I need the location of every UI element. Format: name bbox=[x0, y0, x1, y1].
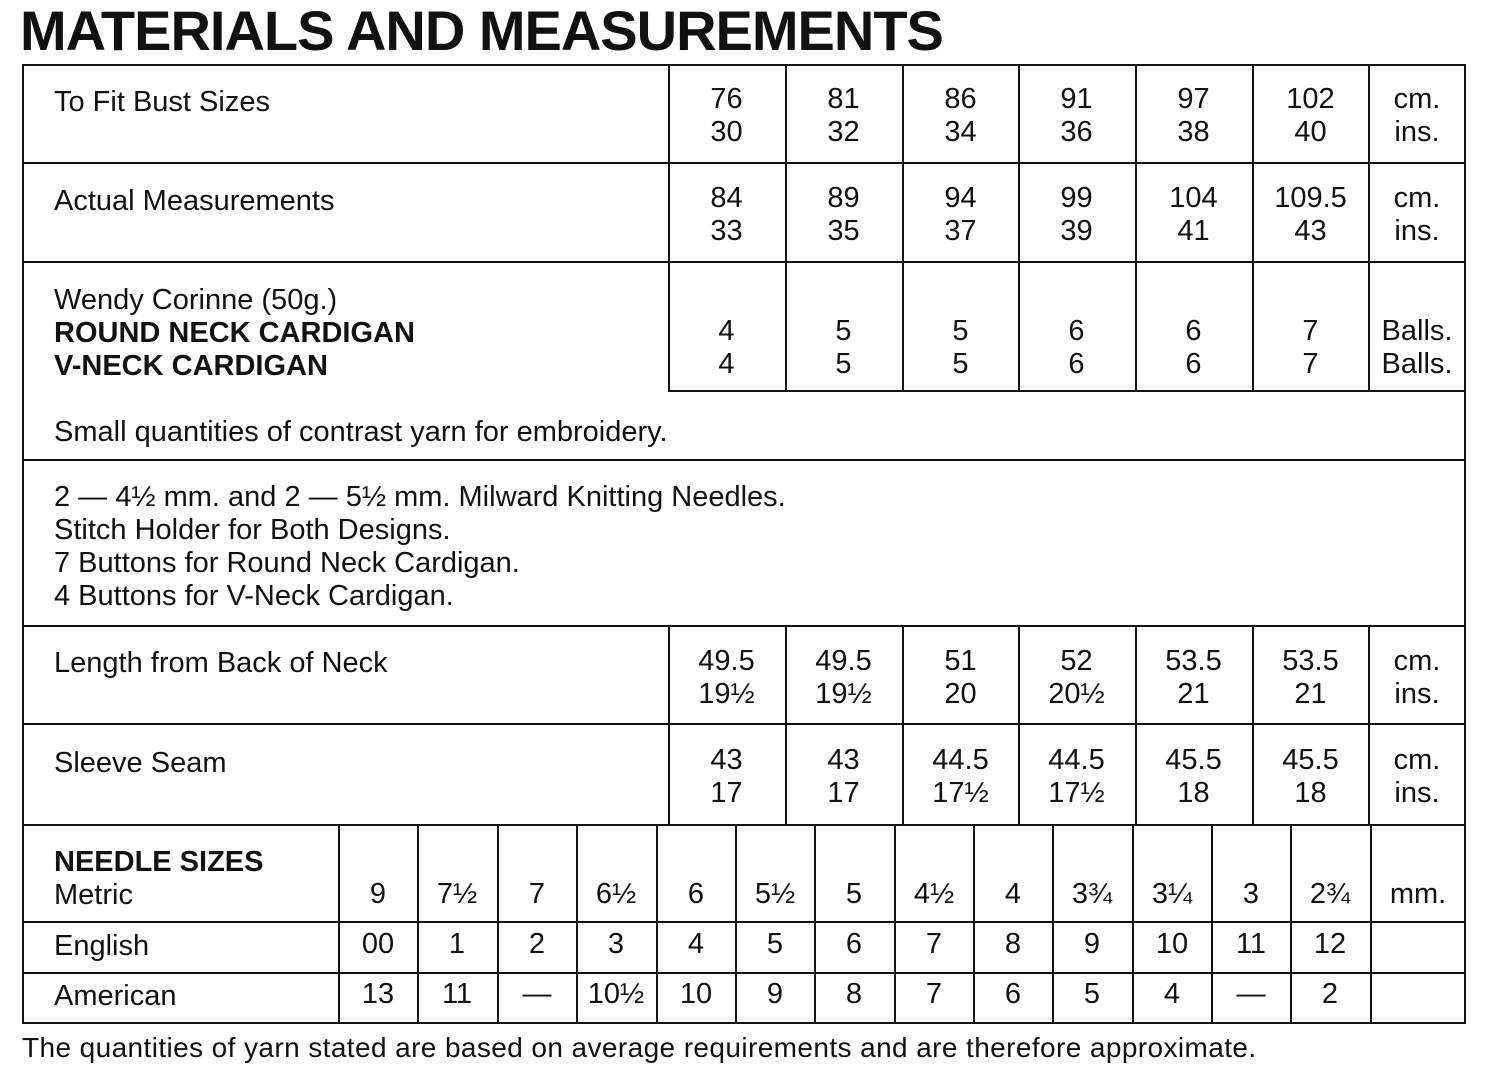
english-cell: 6 bbox=[845, 928, 863, 960]
actual-size-cell: 89 35 bbox=[827, 182, 860, 247]
footnote: The quantities of yarn stated are based on average requirements and are therefore approximate. bbox=[22, 1032, 1257, 1063]
contrast-note: Small quantities of contrast yarn for embroidery. bbox=[54, 416, 668, 448]
american-label: American bbox=[54, 980, 177, 1012]
length-cell: 51 20 bbox=[944, 645, 977, 710]
needle-sizes-heading: NEEDLE SIZES bbox=[54, 846, 264, 878]
metric-cell: 2¾ bbox=[1309, 878, 1351, 910]
metric-cell: 6½ bbox=[595, 878, 637, 910]
american-cell: 5 bbox=[1083, 978, 1101, 1010]
length-label: Length from Back of Neck bbox=[54, 647, 388, 679]
english-cell: 00 bbox=[361, 928, 395, 960]
yarn-qty-cell: 6 6 bbox=[1185, 315, 1202, 380]
american-cell: — bbox=[1236, 978, 1266, 1010]
metric-cell: 6 bbox=[687, 878, 705, 910]
yarn-qty-cell: 4 4 bbox=[718, 315, 735, 380]
metric-cell: 5½ bbox=[754, 878, 796, 910]
american-cell: 13 bbox=[361, 978, 395, 1010]
english-cell: 1 bbox=[448, 928, 466, 960]
yarn-label-block bbox=[54, 284, 415, 383]
metric-cell: 4 bbox=[1004, 878, 1022, 910]
actual-size-cell: 109.5 43 bbox=[1274, 182, 1347, 247]
round-neck-label: ROUND NECK CARDIGAN bbox=[54, 317, 415, 349]
english-cell: 3 bbox=[607, 928, 625, 960]
row-divider bbox=[22, 824, 1466, 826]
sleeve-cell: 45.5 18 bbox=[1165, 744, 1222, 809]
bust-size-cell: 81 32 bbox=[827, 83, 860, 148]
english-cell: 7 bbox=[925, 928, 943, 960]
metric-cell: 5 bbox=[845, 878, 863, 910]
unit-cell: cm. ins. bbox=[1393, 83, 1441, 148]
length-cell: 49.5 19½ bbox=[815, 645, 872, 710]
needle-heading-block bbox=[54, 846, 264, 912]
actual-size-cell: 104 41 bbox=[1169, 182, 1218, 247]
american-cell: 8 bbox=[845, 978, 863, 1010]
unit-cell: cm. ins. bbox=[1393, 645, 1441, 710]
row-divider bbox=[22, 261, 1466, 263]
length-cell: 53.5 21 bbox=[1165, 645, 1222, 710]
yarn-qty-cell: 7 7 bbox=[1302, 315, 1319, 380]
row-divider bbox=[22, 625, 1466, 627]
unit-cell: cm. ins. bbox=[1393, 744, 1441, 809]
metric-cell: 4½ bbox=[913, 878, 955, 910]
materials-list bbox=[54, 481, 786, 613]
american-cell: 4 bbox=[1163, 978, 1181, 1010]
vneck-label: V-NECK CARDIGAN bbox=[54, 350, 328, 382]
english-cell: 2 bbox=[528, 928, 546, 960]
sleeve-label: Sleeve Seam bbox=[54, 747, 227, 779]
row-divider bbox=[22, 921, 1466, 923]
metric-cell: 7½ bbox=[436, 878, 478, 910]
unit-cell: Balls. Balls. bbox=[1381, 315, 1453, 380]
row-divider bbox=[22, 459, 1466, 461]
english-cell: 8 bbox=[1004, 928, 1022, 960]
metric-cell: 3 bbox=[1242, 878, 1260, 910]
actual-size-cell: 94 37 bbox=[944, 182, 977, 247]
sleeve-cell: 45.5 18 bbox=[1282, 744, 1339, 809]
length-cell: 52 20½ bbox=[1048, 645, 1105, 710]
sleeve-cell: 44.5 17½ bbox=[932, 744, 989, 809]
english-cell: 11 bbox=[1235, 928, 1267, 960]
american-cell: 6 bbox=[1004, 978, 1022, 1010]
yarn-label: Wendy Corinne (50g.) bbox=[54, 284, 338, 316]
col-divider bbox=[1370, 824, 1372, 1024]
row-divider bbox=[22, 972, 1466, 974]
yarn-qty-cell: 5 5 bbox=[952, 315, 969, 380]
american-cell: 10½ bbox=[587, 978, 645, 1010]
row-divider bbox=[22, 723, 1466, 725]
bust-size-cell: 86 34 bbox=[944, 83, 977, 148]
bust-size-cell: 76 30 bbox=[710, 83, 743, 148]
american-cell: 11 bbox=[441, 978, 473, 1010]
metric-cell: 3¼ bbox=[1151, 878, 1193, 910]
length-cell: 49.5 19½ bbox=[698, 645, 755, 710]
metric-cell: 9 bbox=[369, 878, 387, 910]
materials-item: Stitch Holder for Both Designs. bbox=[54, 514, 451, 546]
row-divider bbox=[668, 390, 1466, 392]
yarn-qty-cell: 6 6 bbox=[1068, 315, 1085, 380]
american-cell: 9 bbox=[766, 978, 784, 1010]
materials-item: 4 Buttons for V-Neck Cardigan. bbox=[54, 580, 454, 612]
materials-item: 2 — 4½ mm. and 2 — 5½ mm. Milward Knitting Needles. bbox=[54, 481, 786, 513]
american-cell: 10 bbox=[679, 978, 713, 1010]
materials-item: 7 Buttons for Round Neck Cardigan. bbox=[54, 547, 520, 579]
metric-label: Metric bbox=[54, 879, 133, 911]
actual-label: Actual Measurements bbox=[54, 185, 335, 217]
english-label: English bbox=[54, 930, 150, 962]
metric-cell: 7 bbox=[528, 878, 546, 910]
english-cell: 12 bbox=[1313, 928, 1347, 960]
unit-cell: cm. ins. bbox=[1393, 182, 1441, 247]
sleeve-cell: 43 17 bbox=[710, 744, 743, 809]
bust-label: To Fit Bust Sizes bbox=[54, 86, 270, 118]
length-cell: 53.5 21 bbox=[1282, 645, 1339, 710]
metric-cell: 3¾ bbox=[1071, 878, 1113, 910]
actual-size-cell: 99 39 bbox=[1060, 182, 1093, 247]
page-title: MATERIALS AND MEASUREMENTS bbox=[20, 0, 943, 62]
bust-size-cell: 91 36 bbox=[1060, 83, 1093, 148]
english-cell: 5 bbox=[766, 928, 784, 960]
bust-size-cell: 102 40 bbox=[1286, 83, 1335, 148]
english-cell: 4 bbox=[687, 928, 705, 960]
sleeve-cell: 44.5 17½ bbox=[1048, 744, 1105, 809]
english-cell: 9 bbox=[1083, 928, 1101, 960]
american-cell: — bbox=[522, 978, 552, 1010]
yarn-qty-cell: 5 5 bbox=[835, 315, 852, 380]
sleeve-cell: 43 17 bbox=[827, 744, 860, 809]
american-cell: 7 bbox=[925, 978, 943, 1010]
english-cell: 10 bbox=[1155, 928, 1189, 960]
bust-size-cell: 97 38 bbox=[1177, 83, 1210, 148]
unit-cell: mm. bbox=[1389, 878, 1447, 910]
actual-size-cell: 84 33 bbox=[710, 182, 743, 247]
american-cell: 2 bbox=[1321, 978, 1339, 1010]
row-divider bbox=[22, 162, 1466, 164]
